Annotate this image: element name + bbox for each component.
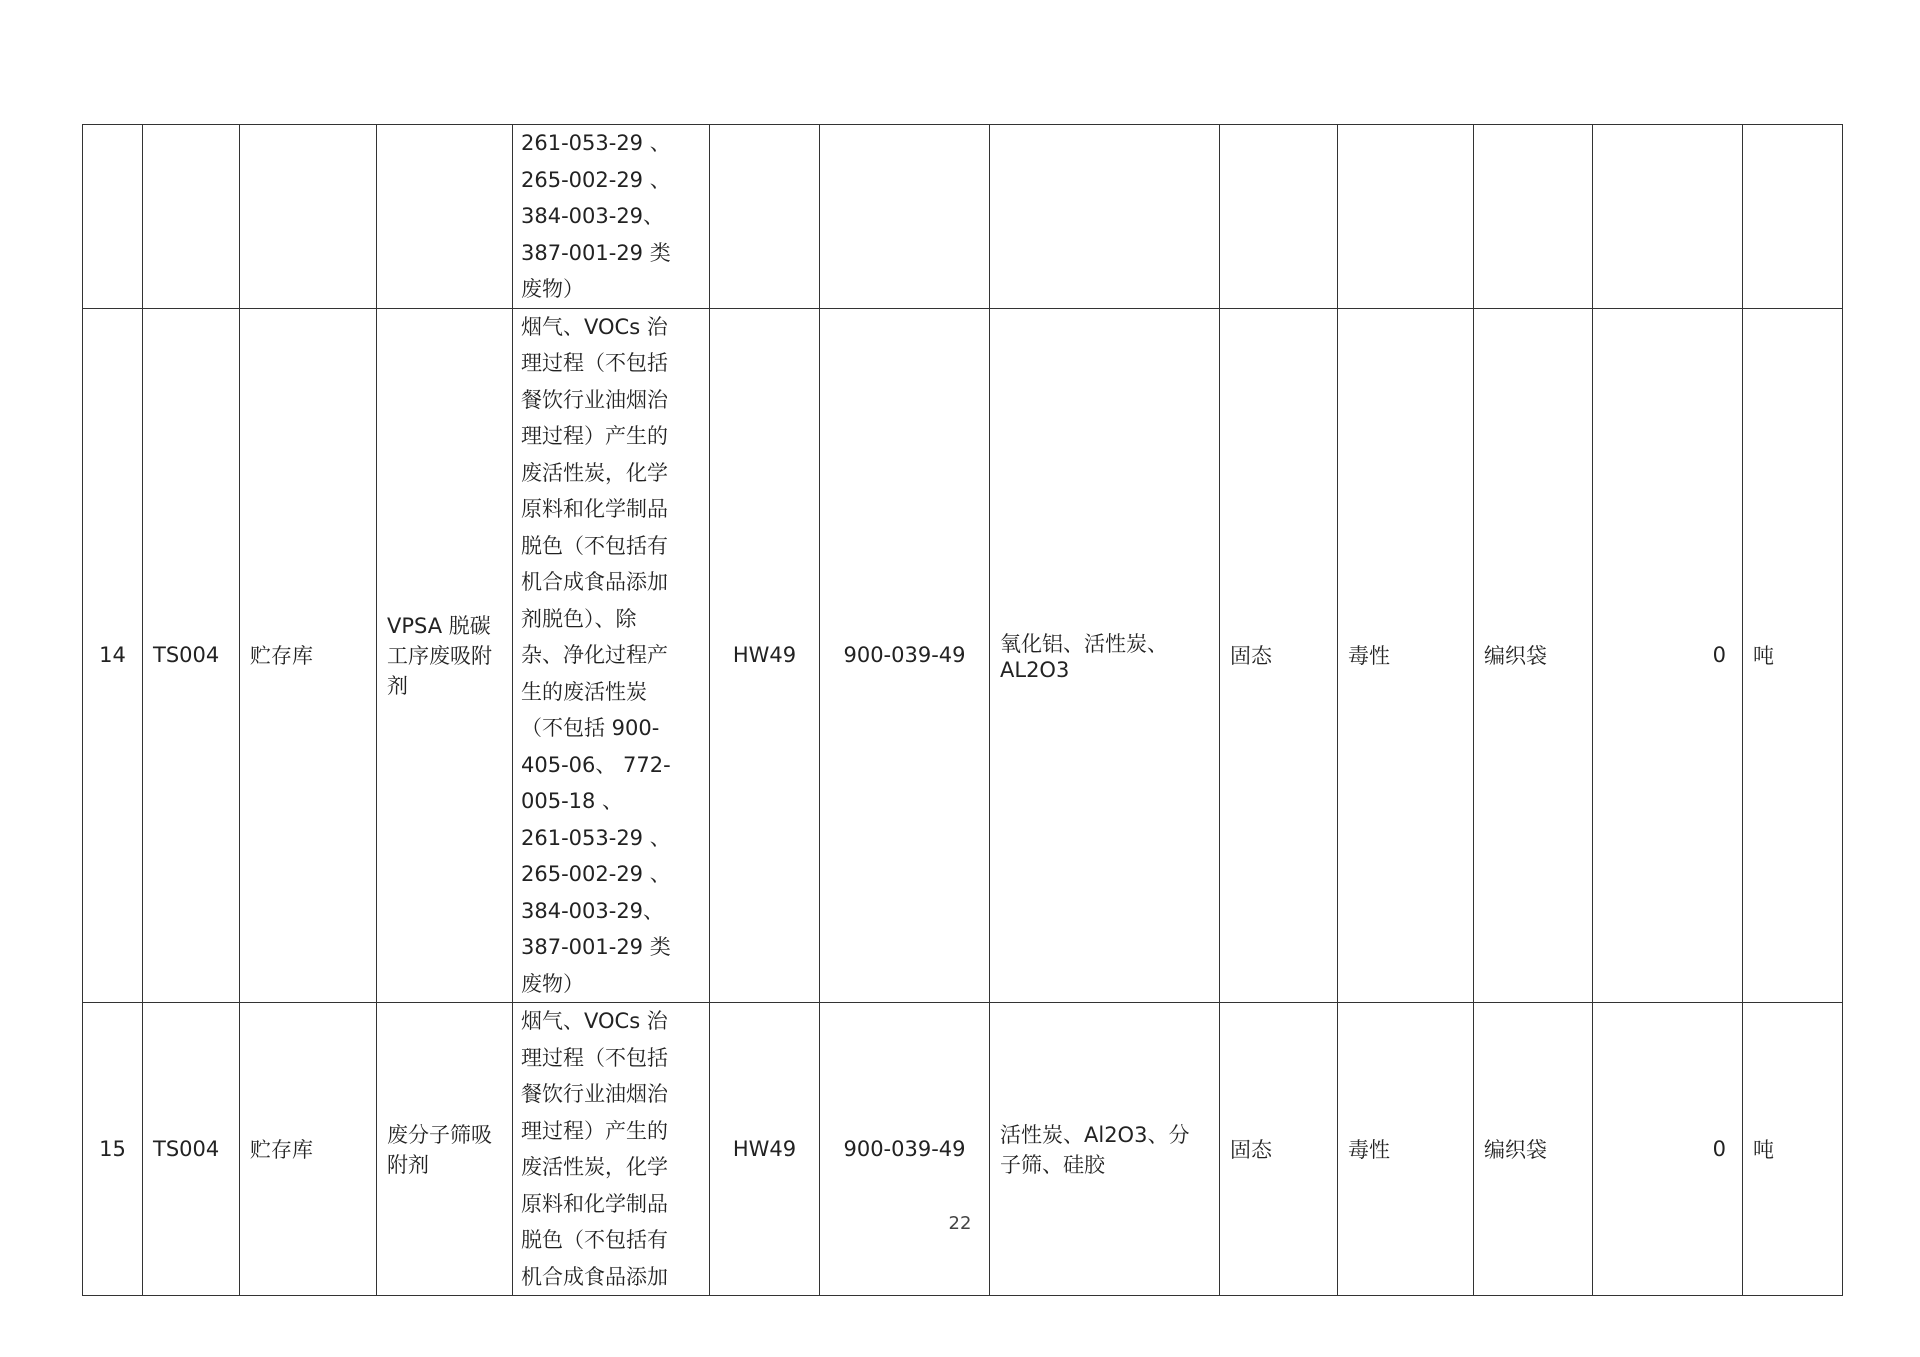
- description-line: 265-002-29 、: [521, 862, 671, 886]
- components-cell: 氧化铝、活性炭、AL2O3: [990, 308, 1220, 1003]
- description-line: 265-002-29 、: [521, 167, 671, 192]
- components-cell: [990, 125, 1220, 309]
- description-cell: [513, 308, 710, 1003]
- description-line: 387-001-29 类: [521, 935, 671, 959]
- description-line: 餐饮行业油烟治: [521, 387, 668, 412]
- quantity-cell: 0: [1593, 1003, 1743, 1296]
- description-cell: [513, 1003, 710, 1296]
- description-line: 烟气、VOCs 治: [521, 1009, 668, 1033]
- waste-code-cell: 900-039-49: [820, 308, 990, 1003]
- waste-name-cell: [377, 125, 513, 309]
- description-line: 废物）: [521, 971, 584, 996]
- description-line: 生的废活性炭: [521, 679, 647, 704]
- page-number: 22: [948, 1213, 972, 1234]
- description-line: 杂、净化过程产: [521, 643, 668, 667]
- waste-code-cell: [820, 125, 990, 309]
- description-line: 废活性炭，化学: [521, 460, 668, 485]
- facility-cell: 贮存库: [240, 1003, 377, 1296]
- table-row: [83, 308, 1843, 1003]
- description-line: 烟气、VOCs 治: [521, 314, 668, 339]
- category-cell: [710, 125, 820, 309]
- hazard-cell: [1338, 125, 1474, 309]
- quantity-cell: 0: [1593, 308, 1743, 1003]
- quantity-cell: [1593, 125, 1743, 309]
- waste-name-cell: 废分子筛吸附剂: [377, 1003, 513, 1296]
- facility-cell: [240, 125, 377, 309]
- description-line: 384-003-29、: [521, 204, 665, 228]
- description-line: 机合成食品添加: [521, 1264, 668, 1289]
- unit-cell: 吨: [1743, 1003, 1843, 1296]
- description-line: 387-001-29 类: [521, 240, 671, 265]
- description-line: 261-053-29 、: [521, 131, 671, 155]
- description-line: 理过程）产生的: [521, 1118, 668, 1143]
- waste-name-cell: VPSA 脱碳工序废吸附剂: [377, 308, 513, 1003]
- form-cell: [1220, 125, 1338, 309]
- description-line: 原料和化学制品: [521, 497, 668, 521]
- description-line: （不包括 900-: [521, 716, 660, 740]
- table-row: [83, 1003, 1843, 1296]
- unit-cell: 吨: [1743, 308, 1843, 1003]
- description-cell: [513, 125, 710, 309]
- form-cell: 固态: [1220, 308, 1338, 1003]
- description-line: 脱色（不包括有: [521, 1228, 668, 1252]
- packaging-cell: 编织袋: [1474, 1003, 1593, 1296]
- facility-code-cell: [143, 125, 240, 309]
- packaging-cell: [1474, 125, 1593, 309]
- hazard-cell: 毒性: [1338, 308, 1474, 1003]
- description-line: 384-003-29、: [521, 898, 665, 923]
- components-cell: 活性炭、Al2O3、分子筛、硅胶: [990, 1003, 1220, 1296]
- description-line: 理过程）产生的: [521, 424, 668, 448]
- hazard-cell: 毒性: [1338, 1003, 1474, 1296]
- row-number-cell: 15: [83, 1003, 143, 1296]
- description-line: 废物）: [521, 277, 584, 301]
- description-line: 废活性炭，化学: [521, 1155, 668, 1179]
- facility-code-cell: TS004: [143, 1003, 240, 1296]
- description-line: 脱色（不包括有: [521, 533, 668, 558]
- packaging-cell: 编织袋: [1474, 308, 1593, 1003]
- category-cell: HW49: [710, 1003, 820, 1296]
- description-line: 理过程（不包括: [521, 351, 668, 375]
- description-line: 405-06、 772-: [521, 752, 671, 777]
- facility-code-cell: TS004: [143, 308, 240, 1003]
- table-row: [83, 125, 1843, 309]
- description-line: 剂脱色）、除: [521, 606, 637, 631]
- description-line: 理过程（不包括: [521, 1045, 668, 1070]
- waste-code-cell: 900-039-49: [820, 1003, 990, 1296]
- row-number-cell: [83, 125, 143, 309]
- form-cell: 固态: [1220, 1003, 1338, 1296]
- facility-cell: 贮存库: [240, 308, 377, 1003]
- hazardous-waste-table: [82, 124, 1843, 1296]
- description-line: 机合成食品添加: [521, 570, 668, 594]
- description-line: 005-18 、: [521, 789, 624, 813]
- description-line: 餐饮行业油烟治: [521, 1082, 668, 1106]
- row-number-cell: 14: [83, 308, 143, 1003]
- unit-cell: [1743, 125, 1843, 309]
- category-cell: HW49: [710, 308, 820, 1003]
- description-line: 261-053-29 、: [521, 825, 671, 850]
- description-line: 原料和化学制品: [521, 1191, 668, 1216]
